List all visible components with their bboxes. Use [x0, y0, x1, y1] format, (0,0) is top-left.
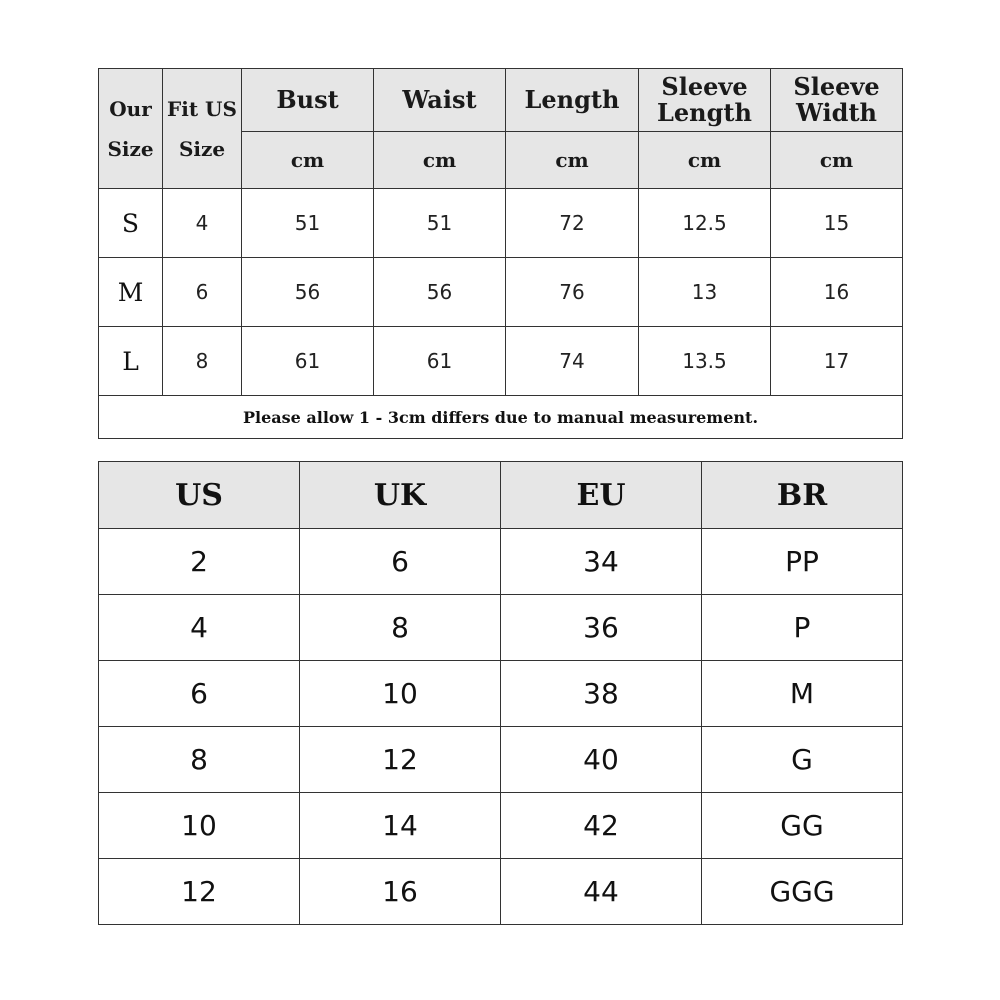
waist-value: 56: [374, 258, 506, 327]
header-us: US: [99, 462, 300, 529]
uk-value: 14: [300, 793, 501, 859]
header-our-size-line2: Size: [107, 136, 154, 161]
header-sleeve-length-line1: Sleeve: [661, 72, 748, 101]
us-value: 6: [99, 661, 300, 727]
sleeve-width-value: 15: [771, 189, 903, 258]
header-sleeve-length-line2: Length: [657, 98, 752, 127]
header-waist: Waist: [374, 69, 506, 132]
size-label: M: [99, 258, 163, 327]
header-our-size-line1: Our: [109, 96, 152, 121]
header-br: BR: [702, 462, 903, 529]
us-size-value: 8: [163, 327, 242, 396]
eu-value: 34: [501, 529, 702, 595]
unit-length: cm: [506, 132, 639, 189]
header-eu: EU: [501, 462, 702, 529]
header-bust: Bust: [242, 69, 374, 132]
sleeve-width-value: 17: [771, 327, 903, 396]
size-chart-table: [98, 68, 903, 439]
size-label: L: [99, 327, 163, 396]
table-row: [99, 327, 903, 396]
br-value: GGG: [702, 859, 903, 925]
us-value: 2: [99, 529, 300, 595]
us-value: 10: [99, 793, 300, 859]
size-label: S: [99, 189, 163, 258]
eu-value: 44: [501, 859, 702, 925]
header-fit-us-size: [163, 69, 242, 189]
waist-value: 51: [374, 189, 506, 258]
table-row: [99, 793, 903, 859]
unit-bust: cm: [242, 132, 374, 189]
bust-value: 51: [242, 189, 374, 258]
table-row: [99, 258, 903, 327]
table-row: [99, 661, 903, 727]
bust-value: 56: [242, 258, 374, 327]
br-value: P: [702, 595, 903, 661]
uk-value: 6: [300, 529, 501, 595]
uk-value: 12: [300, 727, 501, 793]
us-size-value: 6: [163, 258, 242, 327]
waist-value: 61: [374, 327, 506, 396]
table-row: [99, 529, 903, 595]
us-value: 12: [99, 859, 300, 925]
unit-sleeve-width: cm: [771, 132, 903, 189]
header-sleeve-width-line1: Sleeve: [793, 72, 880, 101]
unit-waist: cm: [374, 132, 506, 189]
measurement-note: Please allow 1 - 3cm differs due to manual measurement.: [99, 396, 903, 439]
header-uk: UK: [300, 462, 501, 529]
br-value: PP: [702, 529, 903, 595]
eu-value: 40: [501, 727, 702, 793]
sleeve-length-value: 13.5: [639, 327, 771, 396]
sleeve-length-value: 13: [639, 258, 771, 327]
table-row: [99, 189, 903, 258]
us-value: 8: [99, 727, 300, 793]
header-length: Length: [506, 69, 639, 132]
table-row: [99, 595, 903, 661]
table-row: [99, 859, 903, 925]
br-value: GG: [702, 793, 903, 859]
header-sleeve-length: [639, 69, 771, 132]
sleeve-length-value: 12.5: [639, 189, 771, 258]
header-sleeve-width-line2: Width: [796, 98, 877, 127]
eu-value: 36: [501, 595, 702, 661]
table-row: [99, 727, 903, 793]
br-value: M: [702, 661, 903, 727]
header-fit-us-size-line2: Size: [178, 136, 226, 161]
header-our-size: [99, 69, 163, 189]
header-fit-us-size-line1: Fit US: [167, 96, 237, 121]
us-value: 4: [99, 595, 300, 661]
eu-value: 42: [501, 793, 702, 859]
sleeve-width-value: 16: [771, 258, 903, 327]
size-conversion-table: [98, 461, 903, 925]
us-size-value: 4: [163, 189, 242, 258]
uk-value: 16: [300, 859, 501, 925]
unit-sleeve-length: cm: [639, 132, 771, 189]
uk-value: 10: [300, 661, 501, 727]
uk-value: 8: [300, 595, 501, 661]
length-value: 76: [506, 258, 639, 327]
header-sleeve-width: [771, 69, 903, 132]
length-value: 74: [506, 327, 639, 396]
br-value: G: [702, 727, 903, 793]
length-value: 72: [506, 189, 639, 258]
bust-value: 61: [242, 327, 374, 396]
eu-value: 38: [501, 661, 702, 727]
